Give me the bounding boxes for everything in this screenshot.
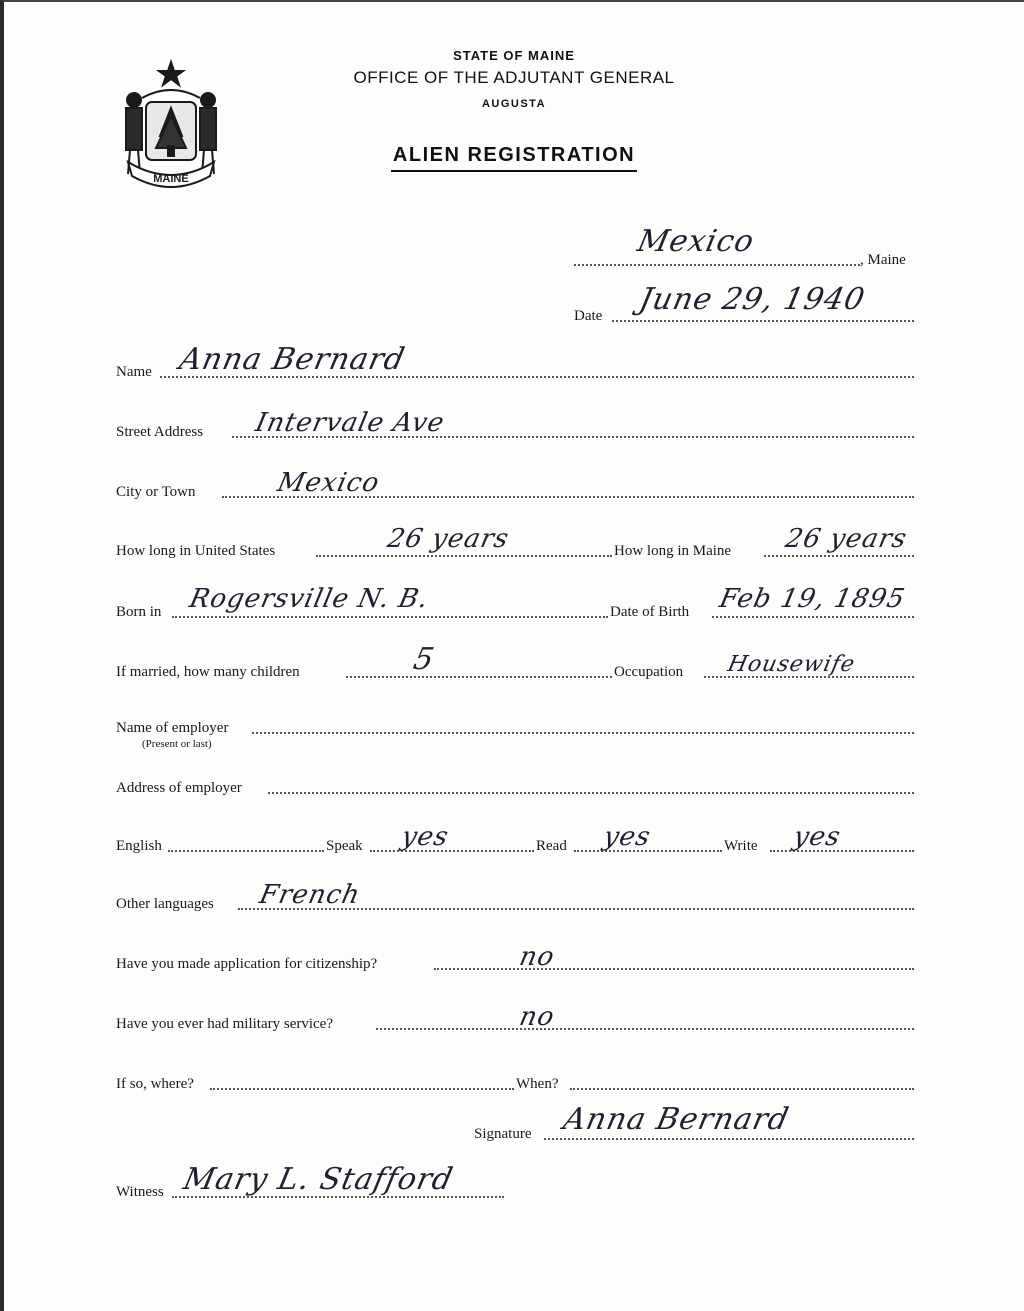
signature-value[interactable]: Anna Bernard (560, 1102, 793, 1137)
employer-line[interactable] (252, 732, 914, 734)
speak-value[interactable]: yes (398, 822, 452, 852)
header-state: STATE OF MAINE (453, 48, 575, 63)
us-value[interactable]: 26 years (384, 524, 512, 554)
military-line (376, 1028, 914, 1030)
employer-label: Name of employer (116, 720, 229, 736)
date-value: June 29, 1940 (636, 282, 869, 317)
occupation-label: Occupation (614, 664, 684, 680)
other-lang-value[interactable]: French (256, 880, 364, 910)
place-value: Mexico (634, 224, 758, 259)
english-label: English (116, 838, 162, 854)
street-label: Street Address (116, 424, 204, 440)
city-label: City or Town (116, 484, 196, 500)
place-suffix: , Maine (860, 252, 906, 268)
name-value[interactable]: Anna Bernard (176, 342, 409, 377)
born-label: Born in (116, 604, 162, 620)
citizenship-label: Have you made application for citizenship? (116, 956, 378, 972)
children-line (346, 676, 612, 678)
seal-banner-text: MAINE (153, 173, 189, 185)
maine-line (764, 555, 914, 557)
header-city: AUGUSTA (481, 98, 547, 110)
city-value[interactable]: Mexico (274, 468, 383, 498)
speak-label: Speak (326, 838, 363, 854)
date-label: Date (574, 308, 603, 324)
military-value[interactable]: no (516, 1002, 558, 1032)
form-title-text: ALIEN REGISTRATION (391, 144, 637, 172)
employer-sub-label: (Present or last) (142, 738, 212, 750)
citizenship-value[interactable]: no (516, 942, 558, 972)
us-label: How long in United States (116, 543, 276, 559)
maine-label: How long in Maine (614, 543, 732, 559)
write-label: Write (724, 838, 758, 854)
witness-label: Witness (116, 1184, 164, 1200)
born-line (172, 616, 608, 618)
read-line (574, 850, 722, 852)
state-of-maine-seal-icon (112, 58, 230, 192)
children-value[interactable]: 5 (410, 642, 438, 677)
where-line[interactable] (210, 1088, 514, 1090)
write-value[interactable]: yes (790, 822, 844, 852)
when-line[interactable] (570, 1088, 914, 1090)
maine-value[interactable]: 26 years (782, 524, 910, 554)
children-label: If married, how many children (116, 664, 300, 680)
employer-address-label: Address of employer (116, 780, 242, 796)
dob-value[interactable]: Feb 19, 1895 (716, 584, 908, 614)
employer-address-line[interactable] (268, 792, 914, 794)
us-line (316, 555, 612, 557)
signature-line (544, 1138, 914, 1140)
date-line (612, 320, 914, 322)
name-label: Name (116, 364, 152, 380)
read-label: Read (536, 838, 567, 854)
english-line (168, 850, 324, 852)
military-label: Have you ever had military service? (116, 1016, 333, 1032)
occupation-value[interactable]: Housewife (725, 652, 858, 677)
signature-label: Signature (474, 1126, 532, 1142)
where-label: If so, where? (116, 1076, 194, 1092)
born-value[interactable]: Rogersville N. B. (186, 584, 432, 614)
dob-label: Date of Birth (610, 604, 690, 620)
read-value[interactable]: yes (600, 822, 654, 852)
place-line (574, 264, 860, 266)
street-value[interactable]: Intervale Ave (252, 408, 448, 438)
when-label: When? (516, 1076, 559, 1092)
citizenship-line (434, 968, 914, 970)
witness-value[interactable]: Mary L. Stafford (180, 1162, 457, 1197)
speak-line (370, 850, 534, 852)
header-office: OFFICE OF THE ADJUTANT GENERAL (353, 68, 675, 87)
dob-line (712, 616, 914, 618)
other-lang-label: Other languages (116, 896, 214, 912)
form-title (304, 144, 724, 172)
